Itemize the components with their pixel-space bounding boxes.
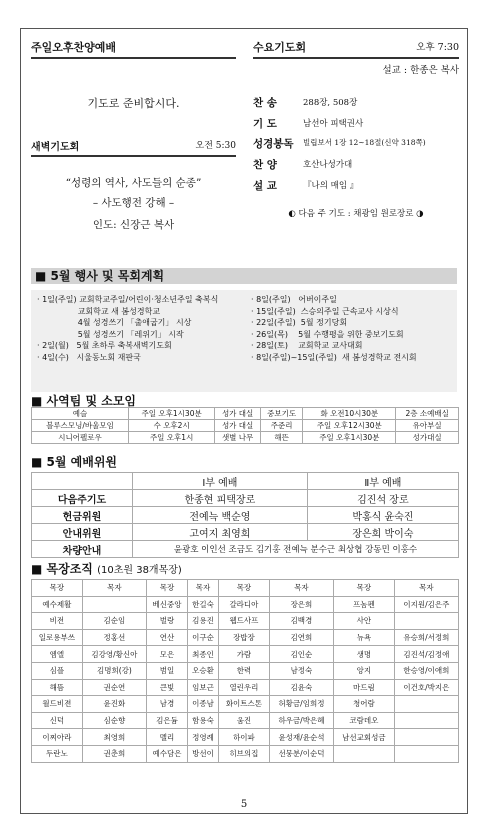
mok-header: 목장 [334, 580, 395, 597]
mok-name-cell: 모은 [147, 646, 188, 663]
order-value-scripture: 빌립보서 1장 12~18절(신약 318쪽) [303, 138, 426, 147]
team-cell: 주일 오후1시 [128, 432, 214, 444]
order-label-sermon: 설 교 [253, 180, 277, 192]
events-heading: ■ 5월 행사 및 목회계획 [31, 268, 457, 284]
table-row [32, 729, 459, 746]
mok-name-cell: 생명 [334, 646, 395, 663]
mok-leader-cell: 정영례 [187, 729, 218, 746]
mok-leader-cell: 허황금/임희정 [269, 696, 333, 713]
table-row [32, 524, 459, 541]
mok-name-cell: 심플 [32, 662, 83, 679]
mok-leader-cell: 윤진화 [82, 696, 146, 713]
mok-name-cell: 엠엘 [32, 646, 83, 663]
dawn-prayer-title: 새벽기도회 [31, 142, 80, 153]
table-row [32, 646, 459, 663]
event-item: · 1일(주일) 교회학교주일/어린이·청소년주일 축복식 [37, 295, 219, 304]
service-cell: 고여지 최영희 [133, 524, 308, 541]
mok-name-cell: 남선교회성금 [334, 729, 395, 746]
team-cell: 샛별 나무 [215, 432, 261, 444]
mok-leader-cell: 권춘희 [82, 745, 146, 762]
dawn-theme: “성령의 역사, 사도들의 순종” [65, 177, 202, 189]
mok-name-cell: 큰빛 [147, 679, 188, 696]
team-cell: 블루스모닝/바울모임 [32, 420, 129, 432]
mok-name-cell: 멜리 [147, 729, 188, 746]
team-cell: 유아부실 [396, 420, 459, 432]
mok-name-cell: 코람데오 [334, 712, 395, 729]
mok-leader-cell [394, 696, 458, 713]
service-cell: 전예늑 백순영 [133, 507, 308, 524]
table-row [32, 629, 459, 646]
wednesday-title: 수요기도회 [253, 41, 307, 54]
table-row [32, 408, 459, 420]
table-row [32, 696, 459, 713]
order-label-scripture: 성경봉독 [253, 138, 294, 150]
team-cell: 성가대실 [396, 432, 459, 444]
service-role: 헌금위원 [32, 507, 133, 524]
mok-name-cell: 벌랑 [147, 613, 188, 630]
service-corner-cell [32, 473, 133, 490]
mok-name-cell: 앙지 [334, 662, 395, 679]
mok-name-cell: 예수담은 [147, 745, 188, 762]
mok-leader-cell: 심순향 [82, 712, 146, 729]
event-item: · 8일(주일)~15일(주일) 새 봄성경학교 전시회 [251, 352, 417, 362]
team-cell: 화 오전10시30분 [303, 408, 396, 420]
mok-name-cell: 한력 [219, 662, 270, 679]
mok-leader-cell [394, 613, 458, 630]
wednesday-time: 오후 7:30 [416, 42, 459, 53]
service-col1-header: Ⅰ부 예배 [133, 473, 308, 490]
mok-name-cell: 이찌아라 [32, 729, 83, 746]
mok-table [31, 579, 459, 763]
mok-name-cell: 해뜸 [32, 679, 83, 696]
table-row [32, 541, 459, 558]
mok-name-cell: 남경 [147, 696, 188, 713]
mok-name-cell: 월드비젼 [32, 696, 83, 713]
dawn-subtitle: – 사도행전 강해 – [92, 197, 175, 209]
mok-name-cell: 두란노 [32, 745, 83, 762]
mok-heading-title: ■ 목장조직 [31, 562, 93, 576]
service-heading: ■ 5월 예배위원 [31, 454, 457, 470]
mok-heading [31, 561, 457, 577]
mok-name-cell: 화이트스톤 [219, 696, 270, 713]
mok-leader-cell: 장은희 [269, 596, 333, 613]
bulletin-page [20, 28, 468, 814]
mok-leader-cell: 선뭉분/이순덕 [269, 745, 333, 762]
mok-leader-cell: 김백경 [269, 613, 333, 630]
events-right-list [251, 294, 456, 364]
event-item: · 8일(주일) 어버이주일 [251, 295, 337, 304]
team-cell: 중보기도 [260, 408, 302, 420]
table-row [32, 662, 459, 679]
service-table [31, 472, 459, 558]
mok-name-cell: 사안 [334, 613, 395, 630]
events-left-list [37, 294, 242, 364]
service-col2-header: Ⅱ부 예배 [307, 473, 458, 490]
order-label-prayer: 기 도 [253, 118, 277, 130]
mok-leader-cell: 이구순 [187, 629, 218, 646]
mok-leader-cell: 김명희(강) [82, 662, 146, 679]
preacher: 설교 : 한종은 복사 [382, 65, 459, 76]
service-cell: 박홍식 윤숙진 [307, 507, 458, 524]
team-cell: 2층 소예배실 [396, 408, 459, 420]
event-item: 교회학교 새 봄성경학교 [37, 306, 161, 316]
mok-header: 목자 [269, 580, 333, 597]
teams-table [31, 407, 459, 444]
mok-leader-cell: 이종남 [187, 696, 218, 713]
service-role: 안내위원 [32, 524, 133, 541]
mok-leader-cell: 김윤숙 [269, 679, 333, 696]
events-box [31, 290, 457, 392]
service-cell: 윤광호 이인선 조금도 김기홍 전예늑 분수근 최상협 강동민 이홍수 [133, 541, 459, 558]
mok-header: 목장 [219, 580, 270, 597]
mok-leader-cell: 이건호/박지은 [394, 679, 458, 696]
team-cell: 주일 오후1시30분 [128, 408, 214, 420]
order-label-anthem: 찬 양 [253, 159, 277, 171]
order-label-hymn: 찬 송 [253, 97, 277, 109]
team-cell: 성가 대실 [215, 420, 261, 432]
teams-heading: ■ 사역팀 및 소모임 [31, 393, 457, 409]
sunday-service-text: 기도로 준비합시다. [87, 97, 180, 110]
mok-name-cell: 프놈펜 [334, 596, 395, 613]
mok-name-cell: 열린우리 [219, 679, 270, 696]
mok-name-cell: 갈라디아 [219, 596, 270, 613]
table-row [32, 745, 459, 762]
mok-leader-cell: 김용진 [187, 613, 218, 630]
mok-leader-cell: 김순임 [82, 613, 146, 630]
team-cell: 예슬 [32, 408, 129, 420]
mok-name-cell: 뉴욕 [334, 629, 395, 646]
team-cell: 주일 오후1시30분 [303, 432, 396, 444]
team-cell: 수 오후2시 [128, 420, 214, 432]
mok-leader-cell: 임보근 [187, 679, 218, 696]
mok-leader-cell: 정홍선 [82, 629, 146, 646]
table-header-row [32, 580, 459, 597]
mok-leader-cell: 권순연 [82, 679, 146, 696]
mok-name-cell: 장밥장 [219, 629, 270, 646]
mok-header: 목자 [187, 580, 218, 597]
mok-leader-cell: 방선이 [187, 745, 218, 762]
mok-name-cell: 김은듐 [147, 712, 188, 729]
mok-name-cell: 움진 [219, 712, 270, 729]
mok-name-cell: 웹드사프 [219, 613, 270, 630]
mok-name-cell: 마드림 [334, 679, 395, 696]
mok-name-cell: 신덕 [32, 712, 83, 729]
team-cell: 주일 오후12시30분 [303, 420, 396, 432]
sunday-service-title: 주일오후찬양예배 [31, 39, 236, 59]
mok-name-cell: 예수제활 [32, 596, 83, 613]
mok-leader-cell: 이지원/김은주 [394, 596, 458, 613]
mok-leader-cell: 최영희 [82, 729, 146, 746]
wednesday-header [253, 39, 459, 59]
mok-header: 목자 [82, 580, 146, 597]
dawn-prayer-header [31, 138, 236, 157]
mok-heading-count: (10초원 38개목장) [97, 565, 182, 576]
mok-name-cell: 연산 [147, 629, 188, 646]
mok-leader-cell: 김인순 [269, 646, 333, 663]
order-value-hymn: 288장, 508장 [303, 98, 358, 108]
table-row [32, 432, 459, 444]
mok-leader-cell: 윤성재/윤순석 [269, 729, 333, 746]
mok-header: 목자 [394, 580, 458, 597]
table-row [32, 473, 459, 490]
mok-name-cell: 하이파 [219, 729, 270, 746]
table-row [32, 712, 459, 729]
next-week-prayer: ◐ 다음 주 기도 : 채광임 원로장로 ◑ [288, 209, 424, 219]
event-item: · 26일(목) 5월 수행평을 위한 중보기도회 [251, 329, 404, 339]
table-row [32, 420, 459, 432]
mok-leader-cell [394, 745, 458, 762]
mok-name-cell: 베신중앙 [147, 596, 188, 613]
team-cell: 주준리 [260, 420, 302, 432]
table-row [32, 490, 459, 507]
mok-leader-cell: 하우금/박은혜 [269, 712, 333, 729]
table-row [32, 679, 459, 696]
mok-leader-cell [394, 729, 458, 746]
mok-leader-cell: 남정숙 [269, 662, 333, 679]
service-cell: 김진석 장로 [307, 490, 458, 507]
mok-leader-cell: 함용숙 [187, 712, 218, 729]
event-item: · 2일(월) 5월 초하루 축복새벽기도회 [37, 341, 172, 351]
event-item: 5월 성경쓰기 「레위기」 시작 [37, 329, 184, 339]
service-cell: 장은희 박이숙 [307, 524, 458, 541]
mok-leader-cell: 김진석/김정애 [394, 646, 458, 663]
mok-name-cell [334, 745, 395, 762]
event-item: 4월 성경쓰기 「출애굽기」 시상 [37, 318, 192, 328]
mok-leader-cell: 유승희/서정희 [394, 629, 458, 646]
mok-header: 목장 [147, 580, 188, 597]
mok-leader-cell: 최종인 [187, 646, 218, 663]
mok-leader-cell: 김강영/황신아 [82, 646, 146, 663]
mok-name-cell: 일로용부쓰 [32, 629, 83, 646]
mok-leader-cell [394, 712, 458, 729]
mok-name-cell: 가람 [219, 646, 270, 663]
mok-header: 목장 [32, 580, 83, 597]
event-item: · 22일(주일) 5월 정기당회 [251, 318, 348, 328]
service-cell: 한종현 피택장로 [133, 490, 308, 507]
mok-name-cell: 청어람 [334, 696, 395, 713]
page-number: 5 [240, 799, 248, 810]
service-role: 차량안내 [32, 541, 133, 558]
table-row [32, 507, 459, 524]
order-value-anthem: 호산나성가대 [303, 160, 353, 170]
mok-name-cell: 비전 [32, 613, 83, 630]
mok-leader-cell: 오승환 [187, 662, 218, 679]
mok-name-cell: 히브의집 [219, 745, 270, 762]
service-role: 다음주기도 [32, 490, 133, 507]
mok-leader-cell: 한길숙 [187, 596, 218, 613]
team-cell: 성가 대실 [215, 408, 261, 420]
mok-leader-cell [82, 596, 146, 613]
mok-leader-cell: 김연희 [269, 629, 333, 646]
table-row [32, 596, 459, 613]
event-item: · 4일(수) 시울동노회 재판국 [37, 352, 141, 362]
dawn-leader: 인도: 신장근 복사 [92, 219, 175, 231]
event-item: · 15일(주일) 스승의주일 근속교사 시상식 [251, 306, 399, 316]
order-value-prayer: 남선아 피택권사 [303, 119, 364, 129]
mok-leader-cell: 한승영/이애희 [394, 662, 458, 679]
team-cell: 해뜬 [260, 432, 302, 444]
dawn-prayer-time: 오전 5:30 [195, 141, 236, 151]
table-row [32, 613, 459, 630]
team-cell: 시니어펠로우 [32, 432, 129, 444]
order-value-sermon: 『나의 매임 』 [303, 181, 359, 191]
event-item: · 28일(토) 교회학교 교사대회 [251, 341, 363, 351]
mok-name-cell: 범일 [147, 662, 188, 679]
